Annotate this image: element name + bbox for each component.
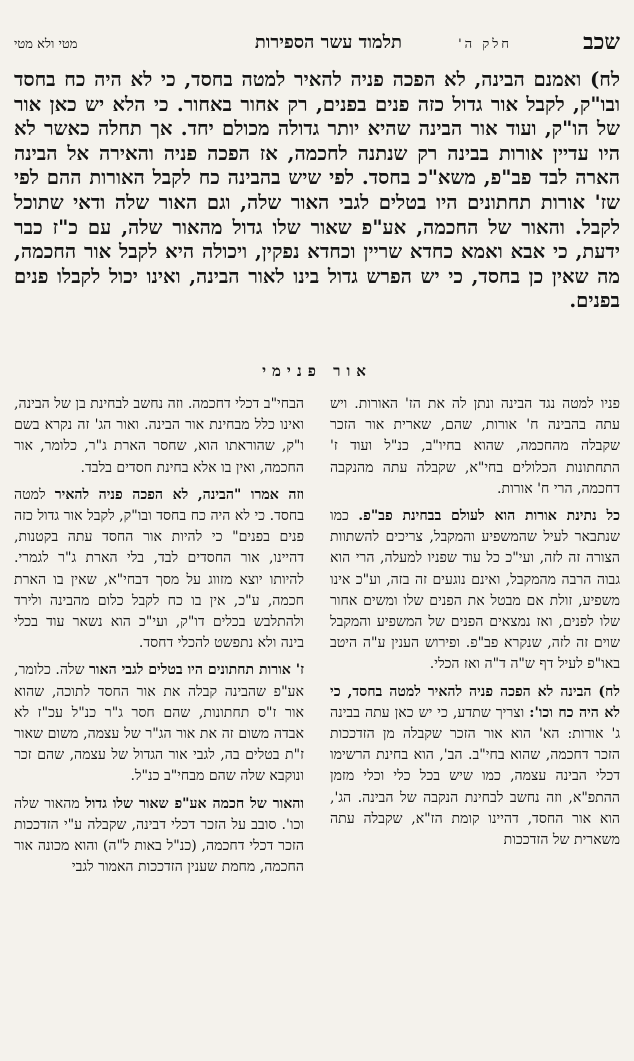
paragraph-text: מהאור שלה וכו'. סובב על הזכר דכלי דבינה, שקבלה ע"י הזדככות הזכר דכלי דחכמה, (כנ"ל באות ל"ה) והוא מכונה אור החכמה, מחמת שענין הזדככות האמור לגבי	[14, 795, 304, 876]
paragraph-lead: לח) הבינה לא הפכה פניה להאיר למטה בחסד, כי לא היה כח וכו':	[330, 683, 620, 721]
paragraph-lead: ז' אורות תחתונים היו בטלים לגבי האור	[89, 662, 304, 679]
main-text-paragraph: לח) ואמנם הבינה, לא הפכה פניה להאיר למטה בחסד, כי לא היה כח בחסד ובו"ק, לקבל אור גדול כזה פנים בפנים, רק אחור באחור. כי הלא יש כאן אור של הו"ק, ועוד אור הבינה שהיא יותר גדולה מכולם יחד. אך תחלה כאשר לא היו עדיין אורות בבינה רק שנתנה לחכמה, אז הפכה פניה והאירה אל הבינה הארה לבד פב"פ, משא"כ בחסד. לפי שיש בהבינה כח לקבל האורות ההם לפי שז' אורות תחתונים היו בטלים לגבי האור שלה, וגם האור שלה ודאי שתוכל לקבל. והאור של החכמה, אע"פ שאור שלו גדול מהאור שלה, עם כ"ז כבר ידעת, כי אבא ואמא כחדא שריין וכחדא נפקין, ויכולה היא לקבל אור החכמה, מה שאין כן בחסד, כי יש הפרש גדול בינו לאור הבינה, ואינו יכול לקבלו פנים בפנים.	[14, 68, 620, 313]
paragraph-lead: וזה אמרו "הבינה, לא הפכה פניה להאיר	[54, 486, 304, 503]
paragraph-text: הבחי"ב דכלי דחכמה. וזה נחשב לבחינת בן של הבינה, ואינו כלל מבחינת אור הבינה. ואור הג' זה נקרא בשם ו"ק, שהוראתו הוא, שחסר הארת ג"ר, כלומר, אור החכמה, ואין בו אלא בחינת חסדים בלבד.	[14, 396, 304, 476]
commentary-paragraph	[14, 660, 304, 787]
commentary-paragraph	[330, 682, 620, 852]
page-header	[14, 29, 620, 56]
paragraph-text: וצריך שתדע, כי יש כאן עתה בבינה ג' אורות: הא' הוא אור הזכר שקבלה מן הזדככות הזכר דחכמה, שהוא בחי"ב. הב', הוא בחינת הרשימו דכלי הבינה עצמה, כמו שיש בכל כלי וכלי מזמן ההתפ"א, וזה נחשב לבחינת הנקבה של הבינה. הג', הוא אור החסד, דהיינו קומת הז"א, שקבלה עתה משארית של הזדככות	[330, 704, 620, 849]
paragraph-lead: כל נתינת אורות הוא לעולם בבחינת פב"פ.	[358, 508, 620, 525]
commentary-paragraph	[14, 485, 304, 655]
commentary-right-column	[330, 394, 620, 1054]
commentary-paragraph	[14, 394, 304, 479]
book-title: תלמוד עשר הספירות	[254, 32, 402, 53]
paragraph-text: למטה בחסד. כי לא היה כח בחסד ובו"ק, לקבל אור גדול כזה פנים בפנים" כי להיות אור החסד עתה בקטנות, דהיינו, אור החסדים לבד, בלי הארת ג"ר לגמרי. להיותו יוצא מזווג על מסך דבחי"א, שאין בו הארת חכמה, ע"כ, אין בו כח לקבל כלום מהבינה ולירד ולהתלבש בכלים דו"ק, ועי"כ הוא נשאר עוד בכלי בינה ולא נתפשט להכלי דחסד.	[14, 486, 304, 652]
part-label: חלק ה'	[458, 37, 512, 52]
paragraph-text: כמו שנתבאר לעיל שהמשפיע והמקבל, צריכים להשתוות הצורה זה לזה, ועי"כ כל עוד שפניו למעלה, הרי הוא גבוה הרבה מהמקבל, ואינם נוגעים זה בזה, וע"כ אינו משפיע, זולת אם מבטל את הפנים שלו ומשים אחור שלו לפנים, ואז נמצאים הפנים של המשפיע והמקבל שוים זה לזה, שנקרא פב"פ. ופירוש הענין ע"ה היטב באו"פ לעיל דף ש"ה ד"ה ואז הכלי.	[330, 508, 620, 673]
commentary-paragraph	[14, 794, 304, 879]
page-number: שכב	[583, 29, 620, 55]
commentary-left-column	[14, 394, 304, 1054]
running-title: מטי ולא מטי	[14, 37, 78, 52]
paragraph-text: שלה. כלומר, אע"פ שהבינה קבלה את אור החסד לתוכה, שהוא אור ז"ס תחתונות, שהם חסר ג"ר כנ"ל עכ"ז לא אבדה משום זה את אור הג"ר של עצמה, משום שאור ז"ת בטלים בה, לגבי אור הגדול של עצמה, שהם זכר ונוקבא שלה שהם מבחי"ב כנ"ל.	[14, 662, 304, 785]
commentary-paragraph	[330, 394, 620, 500]
paragraph-text: פניו למטה נגד הבינה ונתן לה את הז' האורות. ויש עתה בהבינה ח' אורות, שהם, שארית אור הזכר שקבלה מהחכמה, שהוא בחיו"ב, כנ"ל ועוד ז' התחתונות הכלולים בחי"א, שקבלה עתה מהנקבה דחכמה, הרי ח' אורות.	[330, 396, 620, 497]
commentary-paragraph	[330, 506, 620, 676]
commentary-section-title: אור פנימי	[262, 362, 372, 380]
commentary-area	[14, 394, 620, 1054]
paragraph-lead: והאור של חכמה אע"פ שאור שלו גדול	[85, 795, 304, 812]
